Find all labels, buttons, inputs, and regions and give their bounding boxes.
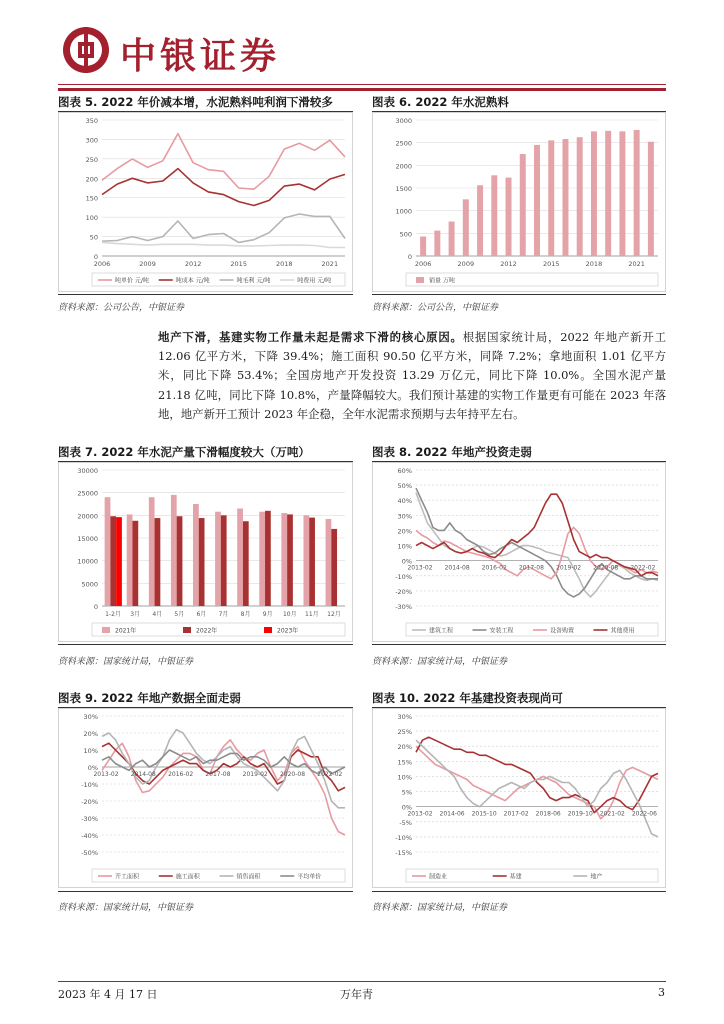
- y-tick-label: 1500: [395, 185, 412, 193]
- bar: [303, 515, 309, 606]
- bar: [105, 497, 111, 606]
- header-rule: [58, 84, 666, 85]
- y-tick-label: -30%: [395, 603, 412, 611]
- x-tick-label: 7月: [218, 611, 229, 618]
- bar: [259, 512, 265, 606]
- bar: [634, 130, 640, 256]
- x-tick-label: 2012: [184, 260, 202, 268]
- x-tick-label: 2018-06: [535, 810, 561, 818]
- x-tick-label: 2015: [230, 260, 247, 268]
- y-tick-label: 10000: [77, 557, 98, 566]
- x-tick-label: 2020-08: [279, 771, 306, 778]
- y-tick-label: 20%: [397, 527, 412, 536]
- figure-5-title: 图表 5. 2022 年价减本增，水泥熟料吨利润下滑较多: [58, 95, 333, 109]
- y-tick-label: 5%: [401, 788, 412, 797]
- legend-label: 施工面积: [175, 873, 200, 881]
- footer-rule: [58, 981, 666, 982]
- bar: [534, 145, 540, 256]
- series-line: [416, 488, 658, 597]
- bar: [199, 518, 205, 606]
- x-tick-label: 2021: [321, 260, 339, 268]
- bar: [506, 178, 512, 256]
- y-tick-label: -10%: [81, 781, 98, 789]
- footer-date: 2023 年 4 月 17 日: [58, 988, 158, 1001]
- y-tick-label: 2000: [395, 162, 412, 171]
- bar: [309, 518, 315, 606]
- y-tick-label: 20%: [397, 743, 412, 752]
- series-line: [416, 493, 658, 597]
- y-tick-label: 500: [399, 230, 412, 239]
- header-rule-thick: [58, 88, 666, 91]
- legend-label: 2023年: [277, 627, 299, 635]
- x-tick-label: 2014-06: [439, 810, 465, 818]
- legend-label: 吨费用 元/吨: [297, 277, 332, 285]
- legend-swatch: [183, 627, 191, 633]
- x-tick-label: 2019-02: [242, 771, 268, 778]
- y-tick-label: 10%: [397, 773, 412, 782]
- figure-9-rule-bottom: [58, 891, 353, 892]
- x-tick-label: 2016-02: [168, 771, 194, 778]
- x-tick-label: 1-2月: [105, 611, 121, 618]
- x-tick-label: 5月: [174, 611, 185, 618]
- figure-7-source: 资料来源：国家统计局，中银证券: [58, 657, 194, 667]
- x-tick-label: 2015-10: [471, 810, 497, 818]
- y-tick-label: 20%: [83, 730, 98, 738]
- y-tick-label: 50: [89, 233, 98, 242]
- brand-name: 中银证券: [120, 36, 281, 77]
- figure-5-chart: [58, 112, 353, 292]
- x-tick-label: 9月: [262, 611, 273, 618]
- y-tick-label: 0: [93, 253, 98, 261]
- figure-5-rule-bottom: [58, 294, 353, 295]
- bar: [331, 529, 337, 606]
- y-tick-label: -30%: [81, 815, 98, 823]
- y-tick-label: -10%: [395, 833, 412, 842]
- legend-label: 设备购置: [550, 627, 575, 635]
- y-tick-label: 0: [93, 603, 98, 611]
- legend-label: 安装工程: [489, 627, 514, 635]
- bar: [449, 222, 455, 256]
- x-tick-label: 3月: [130, 611, 141, 618]
- figure-9-source: 资料来源：国家统计局，中银证券: [58, 903, 194, 913]
- x-tick-label: 2018: [275, 260, 293, 268]
- figure-9-chart: [58, 708, 353, 888]
- legend-swatch: [102, 627, 110, 633]
- figure-7-title: 图表 7. 2022 年水泥产量下滑幅度较大（万吨）: [58, 445, 310, 459]
- bar: [562, 139, 568, 256]
- figure-8-chart: [372, 462, 666, 642]
- series-line: [102, 169, 345, 206]
- bar: [243, 521, 249, 606]
- figure-8-source: 资料来源：国家统计局，中银证券: [372, 657, 508, 667]
- x-tick-label: 2017-02: [503, 810, 529, 818]
- bar: [215, 512, 221, 606]
- figure-6-source: 资料来源：公司公告，中银证券: [372, 303, 499, 313]
- x-tick-label: 2019-02: [556, 564, 582, 572]
- bar: [127, 514, 133, 606]
- y-tick-label: 150: [85, 194, 98, 203]
- y-tick-label: 60%: [397, 467, 412, 475]
- x-tick-label: 12月: [327, 611, 341, 618]
- y-tick-label: -50%: [81, 849, 98, 857]
- series-line: [416, 494, 658, 576]
- y-tick-label: -20%: [395, 587, 412, 596]
- x-tick-label: 2013-02: [407, 810, 433, 818]
- y-tick-label: 200: [85, 175, 98, 184]
- bar: [326, 519, 332, 606]
- y-tick-label: 30%: [397, 512, 412, 521]
- y-tick-label: 50%: [397, 482, 412, 491]
- y-tick-label: 10%: [83, 747, 98, 755]
- x-tick-label: 2021: [628, 260, 645, 268]
- x-tick-label: 2018: [585, 260, 603, 268]
- figure-8-rule-bottom: [372, 644, 666, 645]
- series-line: [102, 214, 345, 242]
- figure-10-title: 图表 10. 2022 年基建投资表现尚可: [372, 691, 563, 705]
- bar: [577, 137, 583, 256]
- y-tick-label: -5%: [399, 818, 412, 827]
- y-tick-label: 2500: [395, 139, 412, 148]
- bar: [155, 518, 161, 606]
- bar: [132, 521, 138, 606]
- x-tick-label: 2019-10: [567, 810, 593, 818]
- y-tick-label: 0%: [87, 764, 98, 772]
- bar: [171, 495, 177, 606]
- bar: [281, 513, 287, 606]
- y-tick-label: 350: [85, 117, 98, 125]
- y-tick-label: 3000: [395, 117, 412, 125]
- bar: [463, 199, 469, 256]
- x-tick-label: 10月: [282, 611, 297, 618]
- bar: [265, 511, 271, 606]
- x-tick-label: 2009: [139, 260, 156, 268]
- y-tick-label: 0%: [401, 803, 412, 812]
- x-tick-label: 2014-08: [130, 771, 156, 778]
- bar: [619, 131, 625, 256]
- x-tick-label: 6月: [196, 611, 207, 618]
- x-tick-label: 2015: [542, 260, 560, 268]
- y-tick-label: 0: [407, 253, 412, 261]
- chart-frame: [373, 709, 666, 888]
- bar: [477, 185, 483, 256]
- y-tick-label: 30%: [83, 713, 98, 721]
- x-tick-label: 11月: [305, 611, 319, 618]
- figure-8-title: 图表 8. 2022 年地产投资走弱: [372, 445, 532, 459]
- y-tick-label: 10%: [397, 542, 412, 551]
- series-line: [416, 740, 658, 837]
- legend-label: 地产: [590, 873, 603, 881]
- bar: [648, 142, 654, 256]
- bar: [193, 504, 199, 606]
- y-tick-label: 1000: [395, 207, 412, 216]
- legend-label: 吨成本 元/吨: [175, 277, 210, 285]
- bar: [237, 509, 243, 606]
- paragraph-lead: 地产下滑，基建实物工作量未起是需求下滑的核心原因。: [158, 330, 463, 344]
- x-tick-label: 2017-08: [205, 771, 231, 778]
- x-tick-label: 2022-02: [317, 771, 343, 778]
- x-tick-label: 2022-06: [631, 810, 657, 818]
- body-paragraph: [158, 328, 666, 424]
- figure-6-chart: [372, 112, 666, 292]
- figure-7-rule-bottom: [58, 644, 353, 645]
- bar: [420, 237, 426, 256]
- x-tick-label: 2013-02: [93, 771, 119, 778]
- x-tick-label: 2016-02: [481, 564, 507, 572]
- figure-9-title: 图表 9. 2022 年地产数据全面走弱: [58, 691, 241, 705]
- brand-logo: [60, 22, 300, 82]
- y-tick-label: 25000: [77, 489, 98, 498]
- y-tick-label: 15000: [77, 535, 98, 543]
- legend-label: 开工面积: [115, 873, 140, 881]
- x-tick-label: 8月: [240, 611, 251, 618]
- bar: [221, 515, 227, 606]
- y-tick-label: -40%: [81, 832, 98, 840]
- legend-label: 2021年: [115, 627, 137, 635]
- figure-5-source: 资料来源：公司公告，中银证券: [58, 303, 185, 313]
- y-tick-label: 15%: [397, 758, 412, 767]
- figure-10-source: 资料来源：国家统计局，中银证券: [372, 903, 508, 913]
- x-tick-label: 2017-08: [518, 564, 544, 572]
- x-tick-label: 2020-08: [593, 564, 619, 572]
- figure-6-title: 图表 6. 2022 年水泥熟料: [372, 95, 509, 109]
- bar: [605, 131, 611, 256]
- x-tick-label: 2012: [500, 260, 517, 268]
- y-tick-label: 300: [85, 136, 98, 145]
- boc-logo-icon: [60, 24, 112, 76]
- legend-label: 吨毛利 元/吨: [236, 277, 271, 285]
- y-tick-label: 30000: [77, 467, 98, 475]
- legend-label: 其他费用: [610, 627, 635, 635]
- footer-page-number: 3: [658, 986, 665, 999]
- y-tick-label: -15%: [395, 849, 412, 857]
- bar: [434, 231, 440, 256]
- x-tick-label: 2009: [457, 260, 475, 268]
- y-tick-label: 20000: [77, 512, 98, 521]
- bar: [520, 154, 526, 256]
- legend-swatch: [264, 627, 272, 633]
- figure-7-chart: [58, 462, 353, 642]
- x-tick-label: 2021-02: [599, 810, 625, 818]
- y-tick-label: 100: [85, 214, 98, 223]
- legend-label: 销售面积: [236, 873, 261, 881]
- bar: [149, 497, 155, 606]
- x-tick-label: 2006: [93, 260, 111, 268]
- y-tick-label: 30%: [397, 713, 412, 721]
- paragraph-body: 根据国家统计局，2022 年地产新开工 12.06 亿平方米，下降 39.4%；施工面积 90.50 亿平方米，同降 7.2%；拿地面积 1.01 亿平方米，同比下降 53.4%；全国房地产开发投资 13.29 万亿元，同比下降 10.0%。全国水泥产量 21.18 亿吨，同比下降 10.8%，产量降幅较大。我们预计基建的实物工作量更有可能在 2023 年落地，地产新开工预计 2023 年企稳，全年水泥需求预期与去年持平左右。: [158, 330, 666, 421]
- x-tick-label: 2022-02: [630, 564, 656, 572]
- bar: [548, 140, 554, 256]
- bar: [177, 516, 183, 606]
- bar: [591, 131, 597, 256]
- legend-label: 建筑工程: [429, 627, 454, 635]
- figure-10-chart: [372, 708, 666, 888]
- figure-6-rule-bottom: [372, 294, 666, 295]
- series-line: [102, 242, 345, 247]
- legend-label: 制造业: [429, 873, 448, 881]
- legend-label: 销量 万吨: [429, 277, 455, 285]
- footer-report-name: 万年青: [340, 988, 373, 1001]
- y-tick-label: -20%: [81, 798, 98, 806]
- legend-swatch: [416, 277, 424, 283]
- figure-10-rule-bottom: [372, 891, 666, 892]
- legend-label: 2022年: [196, 627, 218, 635]
- x-tick-label: 2006: [414, 260, 432, 268]
- legend-label: 吨单价 元/吨: [115, 277, 149, 285]
- y-tick-label: 40%: [397, 497, 412, 506]
- legend-label: 平均单价: [297, 873, 322, 881]
- x-tick-label: 2013-02: [407, 564, 433, 572]
- y-tick-label: 0%: [401, 557, 412, 566]
- series-line: [102, 740, 345, 835]
- y-tick-label: 25%: [397, 728, 412, 737]
- x-tick-label: 2014-08: [444, 564, 470, 572]
- legend-label: 基建: [509, 873, 522, 881]
- y-tick-label: 5000: [81, 580, 98, 589]
- y-tick-label: 250: [85, 155, 98, 164]
- y-tick-label: -10%: [395, 572, 412, 581]
- bar: [491, 175, 497, 256]
- x-tick-label: 4月: [152, 611, 163, 618]
- bar: [287, 514, 293, 606]
- bar: [110, 516, 116, 606]
- bar: [116, 517, 122, 606]
